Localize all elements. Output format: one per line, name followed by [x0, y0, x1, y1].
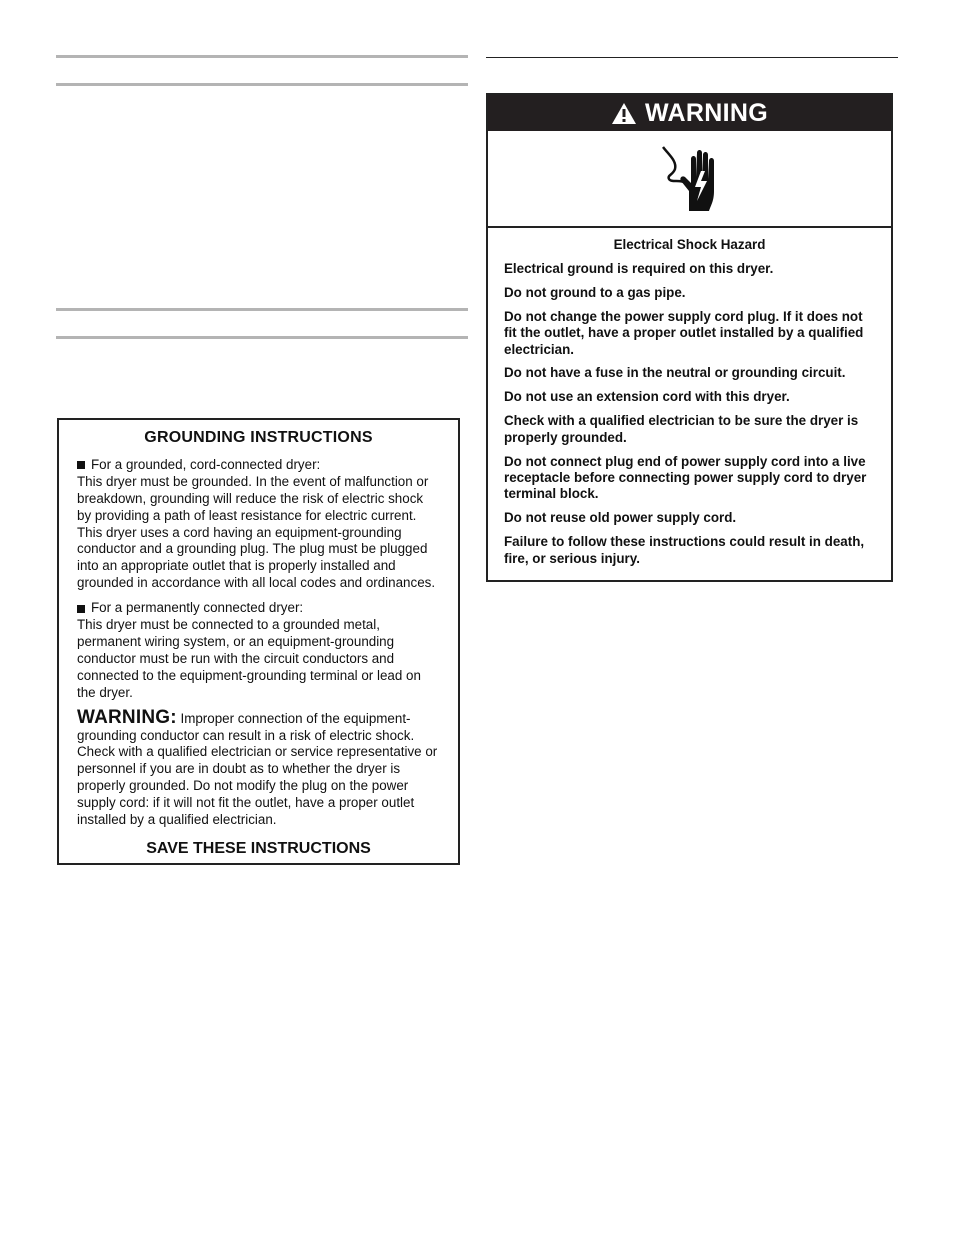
warning-box: [486, 93, 893, 582]
warning-triangle-icon: [611, 102, 637, 125]
square-bullet-icon: [77, 605, 85, 613]
warning-text: Improper connection of the equipment-grounding conductor can result in a risk of electric shock. Check with a qualified electrician or service representative or personnel if you are in doubt as to whether the dryer is properly grounded. Do not modify the plug on the power supply cord: if it will not fit the outlet, have a proper outlet installed by a qualified electrician.: [77, 710, 438, 828]
warning-text-block: [488, 228, 891, 567]
section-rule-right: [486, 57, 898, 58]
warning-line: Do not ground to a gas pipe.: [504, 284, 686, 300]
grounding-item-cord-connected: [77, 457, 440, 592]
warning-line: Electrical ground is required on this dryer.: [504, 260, 774, 276]
grounding-item-body: This dryer must be connected to a grounded metal, permanent wiring system, or an equipment-grounding conductor must be run with the circuit conductors and connected to the equipment-grounding terminal or lead on the dryer.: [77, 617, 421, 700]
warning-banner-text: WARNING: [645, 98, 768, 127]
warning-line: Failure to follow these instructions could result in death, fire, or serious injury.: [504, 534, 865, 566]
section-rule: [56, 83, 468, 86]
grounding-instructions-box: [57, 418, 460, 865]
grounding-title: GROUNDING INSTRUCTIONS: [144, 429, 373, 446]
warning-line: Do not connect plug end of power supply cord into a live receptacle before connecting power supply cord to dryer terminal block.: [504, 453, 867, 502]
grounding-item-permanent: [77, 600, 440, 701]
warning-banner: [488, 95, 891, 131]
section-rule: [56, 55, 468, 58]
grounding-footer: SAVE THESE INSTRUCTIONS: [146, 839, 371, 857]
hazard-title: Electrical Shock Hazard: [613, 237, 766, 252]
warning-line: Do not have a fuse in the neutral or grounding circuit.: [504, 365, 846, 381]
section-rule: [56, 308, 468, 311]
warning-line: Check with a qualified electrician to be sure the dryer is properly grounded.: [504, 413, 859, 445]
grounding-item-heading: For a permanently connected dryer:: [91, 600, 304, 616]
electric-shock-hand-icon: [488, 131, 891, 228]
warning-line: Do not change the power supply cord plug. If it does not fit the outlet, have a proper outlet installed by a qualified electrician.: [504, 308, 864, 357]
grounding-warning: [77, 706, 440, 829]
square-bullet-icon: [77, 461, 85, 469]
warning-line: Do not use an extension cord with this dryer.: [504, 389, 790, 405]
warning-line: Do not reuse old power supply cord.: [504, 510, 737, 526]
warning-label: WARNING:: [77, 706, 177, 728]
grounding-item-heading: For a grounded, cord-connected dryer:: [91, 456, 321, 472]
grounding-item-body: This dryer must be grounded. In the event of malfunction or breakdown, grounding will reduce the risk of electric shock by providing a path of least resistance for electric current. This dryer uses a cord having an equipment-grounding conductor and a grounding plug. The plug must be plugged into an appropriate outlet that is properly installed and grounded in accordance with all local codes and ordinances.: [77, 473, 436, 591]
section-rule: [56, 336, 468, 339]
